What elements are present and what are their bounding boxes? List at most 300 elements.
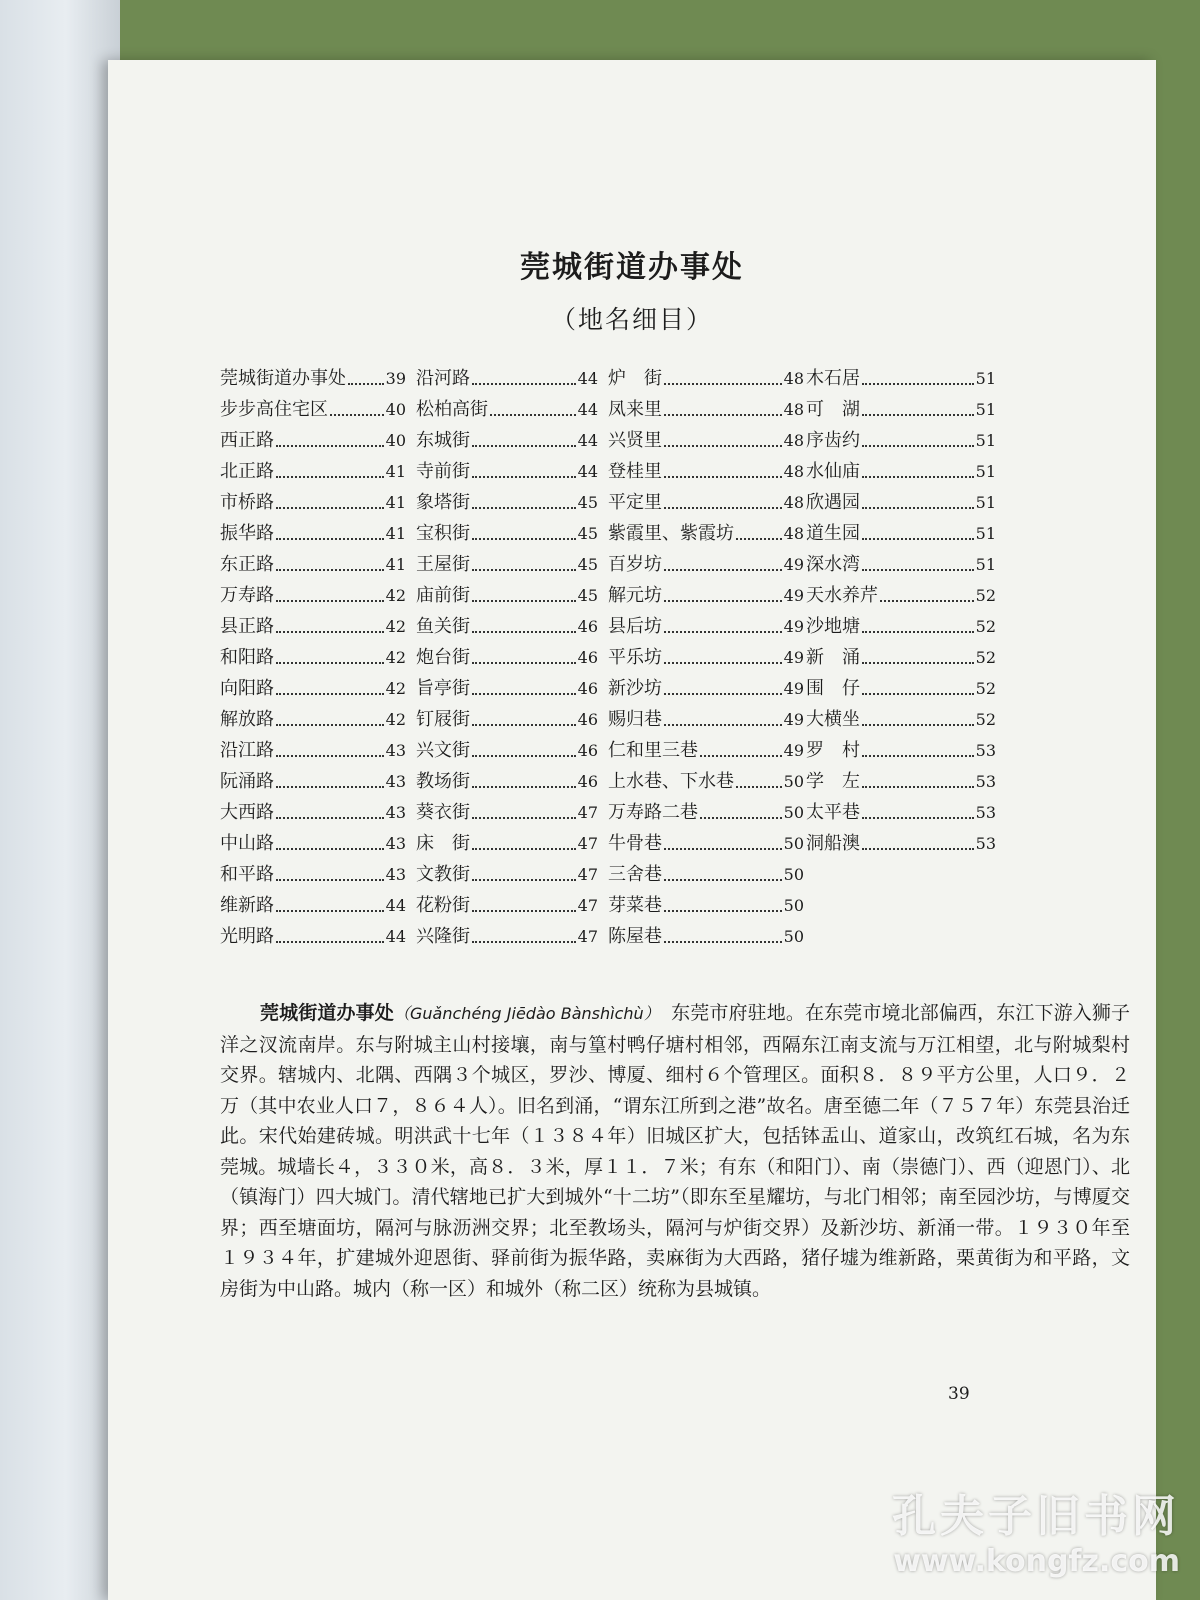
index-entry-name: 象塔街 [416,492,470,513]
index-entry-name: 新 涌 [806,647,860,668]
index-entry [806,736,996,767]
watermark [880,1480,1180,1579]
index-leader-dots [880,599,974,602]
index-entry-page: 41 [385,462,406,481]
index-entry-name: 庙前街 [416,585,470,606]
index-entry-page: 51 [975,431,996,450]
index-entry [220,550,406,581]
index-entry-name: 鱼关街 [416,616,470,637]
index-entry-page: 44 [577,431,598,450]
index-entry-page: 42 [385,617,406,636]
index-entry-page: 53 [975,834,996,853]
index-entry-page: 51 [975,524,996,543]
index-entry [416,395,598,426]
index-leader-dots [276,692,384,695]
index-entry-page: 46 [577,617,598,636]
index-entry-page: 42 [385,710,406,729]
place-name-index [220,364,1120,984]
index-entry-name: 钉屐街 [416,709,470,730]
index-entry-page: 53 [975,803,996,822]
index-entry-page: 42 [385,679,406,698]
index-entry [220,488,406,519]
index-leader-dots [736,785,782,788]
index-leader-dots [664,878,782,881]
index-entry [806,488,996,519]
index-leader-dots [472,940,576,943]
index-leader-dots [472,630,576,633]
index-entry [608,891,804,922]
index-entry [608,581,804,612]
index-entry-page: 51 [975,369,996,388]
index-entry [220,767,406,798]
index-entry-page: 48 [783,524,804,543]
index-leader-dots [664,723,782,726]
index-leader-dots [472,661,576,664]
index-entry [806,612,996,643]
index-entry [806,829,996,860]
index-entry-page: 41 [385,493,406,512]
index-leader-dots [664,692,782,695]
index-entry [416,519,598,550]
index-entry-page: 45 [577,586,598,605]
index-leader-dots [664,382,782,385]
index-entry-page: 52 [975,679,996,698]
index-entry [806,426,996,457]
index-entry-page: 51 [975,462,996,481]
index-leader-dots [276,754,384,757]
index-leader-dots [700,816,782,819]
index-entry-page: 47 [577,834,598,853]
index-leader-dots [664,661,782,664]
index-entry [806,767,996,798]
index-entry-page: 49 [783,586,804,605]
index-entry-name: 东城街 [416,430,470,451]
index-entry-name: 炉 街 [608,368,662,389]
index-leader-dots [664,630,782,633]
index-entry [608,550,804,581]
index-entry [416,705,598,736]
index-leader-dots [276,537,384,540]
index-entry [220,736,406,767]
index-entry-name: 序齿约 [806,430,860,451]
index-entry-page: 39 [385,369,406,388]
index-entry-name: 大横坐 [806,709,860,730]
index-entry-page: 50 [783,865,804,884]
index-entry-name: 维新路 [220,895,274,916]
index-leader-dots [348,382,384,385]
index-entry-name: 芽菜巷 [608,895,662,916]
index-leader-dots [664,506,782,509]
index-leader-dots [276,816,384,819]
index-entry-page: 44 [385,927,406,946]
book-page [108,60,1156,1600]
index-entry-page: 52 [975,586,996,605]
index-entry-name: 莞城街道办事处 [220,368,346,389]
index-entry-page: 44 [577,462,598,481]
index-entry-page: 43 [385,834,406,853]
index-entry [220,364,406,395]
index-leader-dots [862,444,974,447]
index-leader-dots [472,506,576,509]
index-leader-dots [330,413,384,416]
index-entry [416,488,598,519]
index-entry-name: 平定里 [608,492,662,513]
index-leader-dots [276,630,384,633]
index-entry-page: 49 [783,741,804,760]
index-entry-name: 兴贤里 [608,430,662,451]
index-entry-name: 床 街 [416,833,470,854]
index-entry [220,674,406,705]
index-entry [220,860,406,891]
index-entry [220,798,406,829]
index-entry-page: 53 [975,772,996,791]
index-entry [416,426,598,457]
index-entry-name: 登桂里 [608,461,662,482]
index-entry-page: 43 [385,772,406,791]
index-leader-dots [862,475,974,478]
index-entry-name: 兴文街 [416,740,470,761]
watermark-url: www.kongfz.com [893,1544,1180,1579]
index-entry-name: 阮涌路 [220,771,274,792]
index-entry-page: 47 [577,865,598,884]
index-entry-page: 52 [975,648,996,667]
index-entry-page: 41 [385,524,406,543]
index-entry-name: 上水巷、下水巷 [608,771,734,792]
index-entry [416,643,598,674]
index-leader-dots [862,630,974,633]
index-entry [220,829,406,860]
index-entry-name: 天水养芹 [806,585,878,606]
index-entry [806,581,996,612]
index-entry [220,643,406,674]
index-entry-page: 46 [577,710,598,729]
index-entry-page: 48 [783,400,804,419]
index-entry-name: 和阳路 [220,647,274,668]
index-entry [608,457,804,488]
index-leader-dots [862,754,974,757]
index-leader-dots [472,537,576,540]
index-entry-name: 东正路 [220,554,274,575]
index-entry-name: 文教街 [416,864,470,885]
page-subtitle: （地名细目） [550,305,713,334]
index-leader-dots [490,413,576,416]
index-entry [608,612,804,643]
index-leader-dots [664,940,782,943]
index-entry [416,674,598,705]
index-entry-page: 49 [783,617,804,636]
index-leader-dots [664,413,782,416]
index-entry [608,922,804,953]
index-entry-page: 50 [783,834,804,853]
index-entry-page: 50 [783,927,804,946]
index-entry-name: 洞船澳 [806,833,860,854]
index-entry [806,550,996,581]
index-leader-dots [862,537,974,540]
entry-description [220,998,1130,1304]
index-entry-name: 教场街 [416,771,470,792]
index-leader-dots [862,413,974,416]
index-entry-name: 光明路 [220,926,274,947]
index-entry-name: 花粉街 [416,895,470,916]
index-entry-name: 向阳路 [220,678,274,699]
index-leader-dots [472,568,576,571]
index-entry [416,922,598,953]
index-entry-name: 木石居 [806,368,860,389]
index-entry-name: 仁和里三巷 [608,740,698,761]
index-leader-dots [664,599,782,602]
index-entry-page: 44 [385,896,406,915]
index-entry-page: 44 [577,400,598,419]
index-entry-name: 振华路 [220,523,274,544]
index-entry-name: 凤来里 [608,399,662,420]
index-entry-name: 沿河路 [416,368,470,389]
index-entry-page: 43 [385,741,406,760]
index-leader-dots [472,599,576,602]
index-entry-page: 41 [385,555,406,574]
index-entry [416,612,598,643]
index-entry-page: 47 [577,896,598,915]
index-entry-name: 解放路 [220,709,274,730]
index-entry [220,426,406,457]
index-leader-dots [664,847,782,850]
index-entry-page: 49 [783,679,804,698]
index-entry-name: 中山路 [220,833,274,854]
index-entry-page: 52 [975,617,996,636]
index-entry-name: 王屋街 [416,554,470,575]
index-leader-dots [472,475,576,478]
index-leader-dots [276,878,384,881]
index-leader-dots [276,506,384,509]
index-entry-name: 步步高住宅区 [220,399,328,420]
index-entry-page: 53 [975,741,996,760]
index-entry [806,705,996,736]
index-entry [220,457,406,488]
index-entry-name: 旨亭街 [416,678,470,699]
index-entry-page: 51 [975,493,996,512]
index-entry-page: 46 [577,741,598,760]
index-leader-dots [276,661,384,664]
index-leader-dots [664,444,782,447]
index-entry-name: 和平路 [220,864,274,885]
index-entry-name: 北正路 [220,461,274,482]
page-number: 39 [948,1384,970,1404]
index-entry-name: 水仙庙 [806,461,860,482]
index-entry-name: 大西路 [220,802,274,823]
index-entry [416,891,598,922]
watermark-name: 孔夫子旧书网 [892,1491,1180,1542]
index-entry-name: 紫霞里、紫霞坊 [608,523,734,544]
index-entry-name: 沙地塘 [806,616,860,637]
index-entry-name: 平乐坊 [608,647,662,668]
index-leader-dots [862,816,974,819]
index-entry [806,457,996,488]
index-entry-page: 40 [385,400,406,419]
index-entry-page: 51 [975,555,996,574]
index-entry-name: 道生园 [806,523,860,544]
index-entry-name: 宝积街 [416,523,470,544]
index-entry [416,550,598,581]
index-entry-page: 48 [783,462,804,481]
index-entry-name: 解元坊 [608,585,662,606]
index-leader-dots [472,785,576,788]
index-entry [608,705,804,736]
index-leader-dots [276,785,384,788]
index-entry-name: 西正路 [220,430,274,451]
index-entry [416,829,598,860]
index-entry-name: 万寿路 [220,585,274,606]
index-entry [220,891,406,922]
index-leader-dots [862,382,974,385]
index-entry-name: 县正路 [220,616,274,637]
index-entry-page: 44 [577,369,598,388]
index-entry-name: 太平巷 [806,802,860,823]
index-entry-name: 赐归巷 [608,709,662,730]
index-entry [608,798,804,829]
index-entry [220,705,406,736]
index-leader-dots [276,475,384,478]
index-entry [220,612,406,643]
index-entry [220,922,406,953]
index-entry-page: 48 [783,369,804,388]
index-entry [608,426,804,457]
index-leader-dots [472,444,576,447]
index-entry-page: 45 [577,524,598,543]
index-leader-dots [664,568,782,571]
index-entry-name: 葵衣街 [416,802,470,823]
index-entry [806,674,996,705]
index-entry-name: 寺前街 [416,461,470,482]
index-entry-page: 48 [783,493,804,512]
index-leader-dots [862,785,974,788]
index-entry-page: 47 [577,927,598,946]
index-entry-page: 46 [577,679,598,698]
index-entry [416,736,598,767]
index-entry [806,364,996,395]
index-entry [806,643,996,674]
index-entry-name: 深水湾 [806,554,860,575]
index-entry-name: 三舍巷 [608,864,662,885]
index-entry-page: 43 [385,803,406,822]
index-column-2 [416,364,598,953]
index-leader-dots [472,816,576,819]
index-column-4 [806,364,996,860]
index-entry-page: 52 [975,710,996,729]
index-entry [608,643,804,674]
index-leader-dots [472,909,576,912]
index-entry-page: 43 [385,865,406,884]
index-entry [608,519,804,550]
index-leader-dots [862,723,974,726]
index-entry [806,519,996,550]
index-leader-dots [276,909,384,912]
index-leader-dots [736,537,782,540]
index-entry-name: 兴隆街 [416,926,470,947]
index-leader-dots [472,847,576,850]
entry-pinyin: （Guǎnchéng Jiēdào Bànshìchù） [393,1004,652,1023]
index-entry-page: 50 [783,803,804,822]
index-entry-page: 49 [783,710,804,729]
index-leader-dots [276,599,384,602]
index-entry-name: 万寿路二巷 [608,802,698,823]
index-leader-dots [276,444,384,447]
index-leader-dots [700,754,782,757]
index-entry [416,860,598,891]
index-column-1 [220,364,406,953]
index-entry [220,395,406,426]
index-leader-dots [472,878,576,881]
index-leader-dots [862,847,974,850]
index-entry-name: 欣遇园 [806,492,860,513]
index-entry [220,581,406,612]
index-entry-name: 学 左 [806,771,860,792]
index-entry-page: 40 [385,431,406,450]
index-leader-dots [664,475,782,478]
index-entry-page: 45 [577,493,598,512]
adjacent-page-edge [0,0,120,1600]
index-entry-name: 县后坊 [608,616,662,637]
index-leader-dots [472,382,576,385]
index-entry [416,364,598,395]
index-entry [608,767,804,798]
index-entry-page: 42 [385,648,406,667]
index-entry-name: 罗 村 [806,740,860,761]
index-entry-name: 新沙坊 [608,678,662,699]
index-entry [608,488,804,519]
index-leader-dots [862,661,974,664]
page-title: 莞城街道办事处 [520,250,744,285]
index-entry-name: 围 仔 [806,678,860,699]
index-entry-page: 46 [577,648,598,667]
index-leader-dots [276,568,384,571]
index-entry [608,736,804,767]
entry-heading: 莞城街道办事处 [260,1002,394,1024]
entry-text: 东莞市府驻地。在东莞市境北部偏西，东江下游入狮子洋之汊流南岸。东与附城主山村接壤，南与篁村鸭仔塘村相邻，西隔东江南支流与万江相望，北与附城梨村交界。辖城内、北隅、西隅３个城区，罗沙、博厦、细村６个管理区。面积８．８９平方公里，人口９．２万（其中农业人口７，８６４人）。旧名到涌，“谓东江所到之港”故名。唐至德二年（７５７年）东莞县治迁此。宋代始建砖城。明洪武十七年（１３８４年）旧城区扩大，包括钵盂山、道家山，改筑红石城，名为东莞城。城墙长４，３３０米，高８．３米，厚１１．７米；有东（和阳门）、南（崇德门）、西（迎恩门）、北（镇海门）四大城门。清代辖地已扩大到城外“十二坊”（即东至星耀坊，与北门相邻；南至园沙坊，与博厦交界；西至塘面坊，隔河与脉沥洲交界；北至教场头，隔河与炉街交界）及新沙坊、新涌一带。１９３０年至１９３４年，扩建城外迎恩街、驿前街为振华路，卖麻街为大西路，猪仔墟为维新路，栗黄街为和平路，文房街为中山路。城内（称一区）和城外（称二区）统称为县城镇。 [220,1002,1130,1300]
index-entry-page: 42 [385,586,406,605]
index-entry [608,829,804,860]
index-entry-page: 50 [783,772,804,791]
index-entry [416,581,598,612]
index-entry-name: 牛骨巷 [608,833,662,854]
index-entry [806,395,996,426]
index-entry [416,767,598,798]
index-entry [220,519,406,550]
index-leader-dots [862,568,974,571]
index-leader-dots [664,909,782,912]
index-entry [608,860,804,891]
index-leader-dots [862,692,974,695]
index-entry-name: 炮台街 [416,647,470,668]
index-entry-page: 50 [783,896,804,915]
index-leader-dots [276,723,384,726]
index-column-3 [608,364,804,953]
index-leader-dots [472,754,576,757]
index-entry [608,364,804,395]
index-entry-page: 51 [975,400,996,419]
index-entry-name: 陈屋巷 [608,926,662,947]
index-entry [806,798,996,829]
index-entry [416,457,598,488]
index-entry-name: 可 湖 [806,399,860,420]
index-entry-name: 松柏高街 [416,399,488,420]
index-entry [608,395,804,426]
index-leader-dots [862,506,974,509]
index-entry-page: 45 [577,555,598,574]
index-leader-dots [472,692,576,695]
index-entry [608,674,804,705]
index-entry-name: 市桥路 [220,492,274,513]
index-entry-name: 百岁坊 [608,554,662,575]
index-leader-dots [276,940,384,943]
